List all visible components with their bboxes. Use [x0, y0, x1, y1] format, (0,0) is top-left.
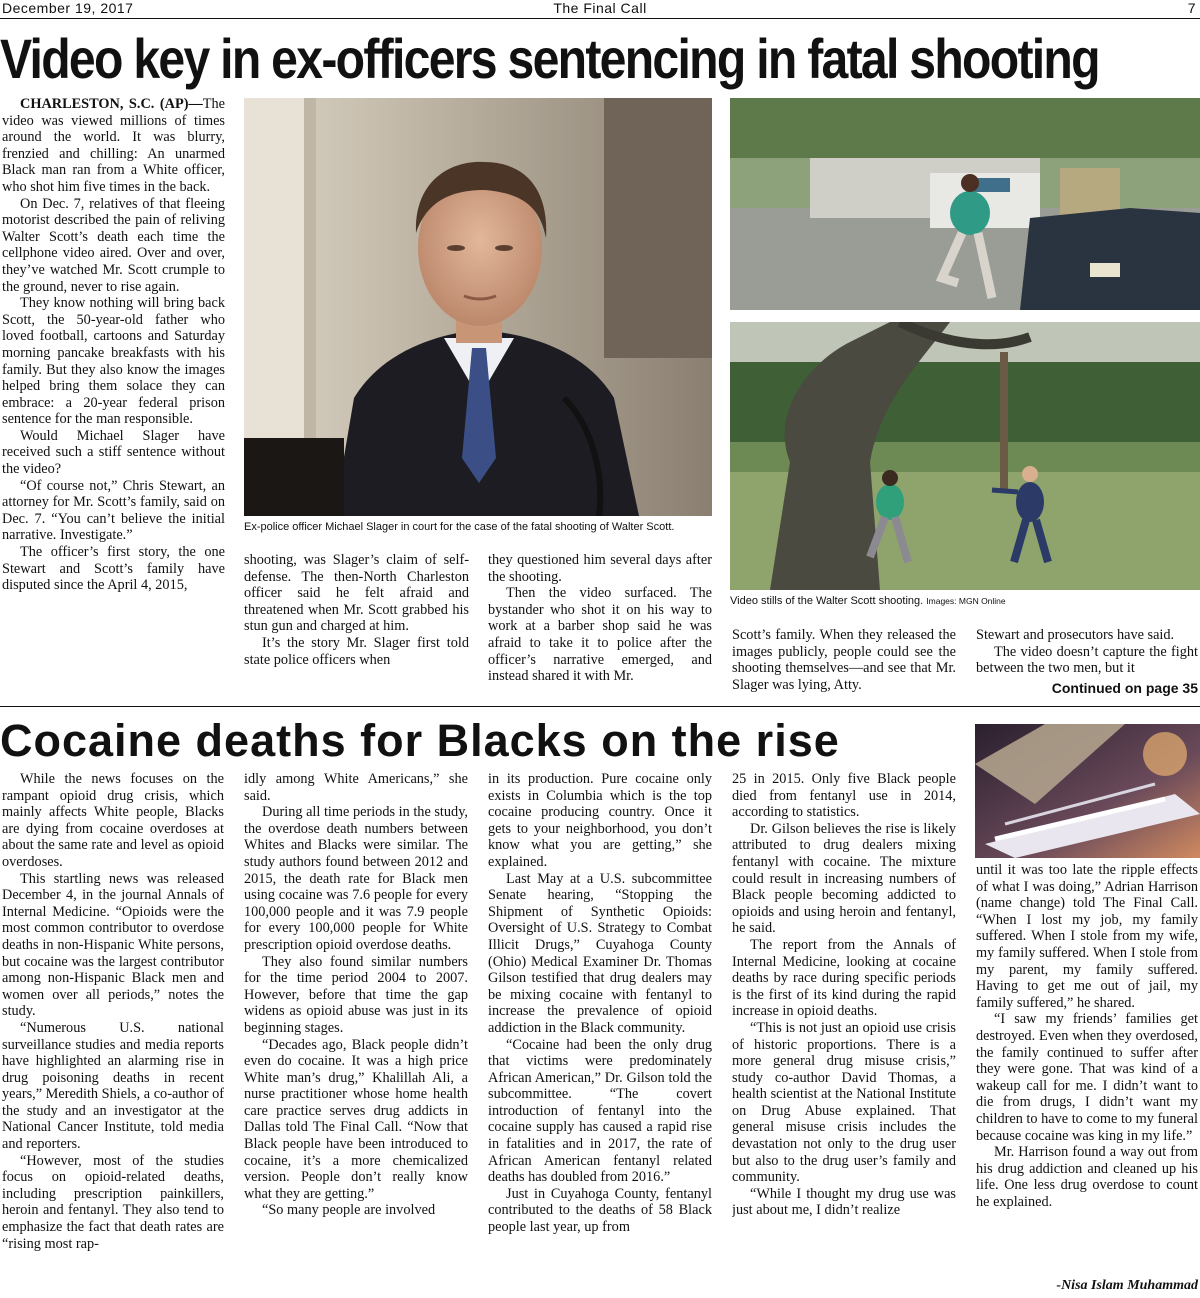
story2-paragraph: “Cocaine had been the only drug that victims were predominately African American,” Dr. Gilson told the subcommittee. “The covert introduction of fentanyl into the cocaine supply has caused a rapid rise in fatalities and in 2017, the rate of African American fentanyl related deaths has doubled from 2016.”	[488, 1036, 712, 1186]
story2-paragraph: in its production. Pure cocaine only exists in Columbia which is the top cocaine producing country. Once it gets to your neighborhood, you don’t know what you are getting,” she explained.	[488, 771, 712, 870]
story2-paragraph: “This is not just an opioid use crisis of historic proportions. There is a more general drug misuse crisis,” study co-author David Thomas, a health scientist at the National Institute on Drug Abuse explained. That general misuse crisis includes the devastation not only to the drug user but also to the drug user’s family and community.	[732, 1019, 956, 1186]
story2-column-3	[488, 771, 712, 1298]
story2-paragraph: “I saw my friends’ families get destroyed. Even when they overdosed, the family continued to suffer after they were gone. That was kind of a wakeup call for me. I didn’t want to die from drugs, I didn’t want my children to have to come to my funeral because cocaine was king in my life.”	[976, 1011, 1198, 1144]
masthead-date: December 19, 2017	[2, 0, 134, 16]
photo-slager-court-image	[244, 98, 712, 516]
story1-column-2	[244, 552, 469, 696]
story1-column-5	[976, 627, 1198, 675]
photo-video-still-1	[730, 98, 1200, 310]
story2-column-4	[732, 771, 956, 1298]
story2-byline: -Nisa Islam Muhammad	[1056, 1278, 1198, 1293]
story1-paragraph: shooting, was Slager’s claim of self-defense. The then-North Charleston officer said he felt afraid and threatened when Mr. Scott grabbed his stun gun and charged at him.	[244, 552, 469, 635]
story1-column-3	[488, 552, 712, 696]
story1-paragraph: CHARLESTON, S.C. (AP)—The video was viewed millions of times around the world. It was blurry, frenzied and chilling: An unarmed Black man ran from a White officer, who shot him five times in the back.	[2, 96, 225, 195]
story2-paragraph: They also found similar numbers for the time period 2004 to 2007. However, before that time the gap widens as opioid abuse was just in its beginning stages.	[244, 953, 468, 1036]
story2-paragraph: Dr. Gilson believes the rise is likely attributed to drug dealers mixing fentanyl with cocaine. The mixture could result in increasing numbers of Black people becoming addicted to opioids and using heroin and fentanyl, he said.	[732, 820, 956, 937]
story2-paragraph: During all time periods in the study, the overdose death numbers between Whites and Blacks were similar. The study authors found between 2012 and 2015, the death rate for Black men using cocaine was 7.6 people for every 100,000 people and it was 7.9 people for every 100,000 people for White prescription opioid overdose deaths.	[244, 804, 468, 953]
caption-main-photo: Ex-police officer Michael Slager in court for the case of the fatal shooting of Walter Scott.	[244, 521, 675, 533]
story1-paragraph: Scott’s family. When they released the images publicly, people could see the shooting themselves—and see that Mr. Slager was lying, Atty.	[732, 627, 956, 693]
story2-column-1	[2, 771, 224, 1298]
story2-paragraph: Last May at a U.S. subcommittee Senate hearing, “Stopping the Shipment of Synthetic Opioids: Oversight of U.S. Strategy to Combat Illicit Drugs,” Cuyahoga County (Ohio) Medical Examiner Dr. Thomas Gilson testified that drug dealers may be mixing cocaine with fentanyl to increase the prevalence of opioid addiction in the Black community.	[488, 870, 712, 1036]
story-divider	[0, 706, 1200, 707]
caption-video-stills: Video stills of the Walter Scott shooting. Images: MGN Online	[730, 595, 1006, 607]
masthead-rule	[0, 18, 1200, 19]
story2-paragraph: idly among White Americans,” she said.	[244, 771, 468, 804]
story1-paragraph: It’s the story Mr. Slager first told state police officers when	[244, 634, 469, 668]
continued-link[interactable]: Continued on page 35	[1051, 680, 1198, 696]
story2-column-5	[976, 862, 1198, 1276]
story1-paragraph: The officer’s first story, the one Stewart and Scott’s family have disputed since the April 4, 2015,	[2, 544, 225, 594]
photo-video-still-2-image	[730, 322, 1200, 590]
story2-paragraph: 25 in 2015. Only five Black people died from fentanyl use in 2014, according to statistics.	[732, 771, 956, 821]
story1-paragraph: On Dec. 7, relatives of that fleeing motorist described the pain of reliving Walter Scott’s death each time the cellphone video aired. Over and over, they’ve watched Mr. Scott crumple to the ground, never to rise again.	[2, 195, 225, 295]
story2-paragraph: “While I thought my drug use was just about me, I didn’t realize	[732, 1185, 956, 1219]
masthead-page: 7	[1187, 0, 1196, 16]
story2-column-2	[244, 771, 468, 1298]
photo-cocaine-money-image	[975, 724, 1200, 858]
story1-paragraph: Then the video surfaced. The bystander who shot it on his way to work at a barber shop said he was afraid to take it to police after the officer’s narrative emerged, and instead shared it with Mr.	[488, 585, 712, 685]
story2-paragraph: until it was too late the ripple effects of what I was doing,” Adrian Harrison (name change) told The Final Call. “When I lost my job, my family suffered. When I stole from my wife, my family suffered. When I stole from my parent, my family suffered. Having to get me out of jail, my family suffered,” he shared.	[976, 862, 1198, 1011]
story2-paragraph: While the news focuses on the rampant opioid drug crisis, which mainly affects White people, Blacks are dying from cocaine overdoses at about the same rate and level as opioid overdoses.	[2, 771, 224, 870]
story2-paragraph: The report from the Annals of Internal Medicine, looking at cocaine deaths by race during specific periods is the first of its kind during the rapid increase in opioid deaths.	[732, 936, 956, 1020]
story1-dateline: CHARLESTON, S.C. (AP)—	[20, 96, 203, 112]
story2-headline: Cocaine deaths for Blacks on the rise	[0, 715, 840, 766]
story1-paragraph: they questioned him several days after the shooting.	[488, 552, 712, 585]
story1-headline: Video key in ex-officers sentencing in fatal shooting	[0, 27, 1099, 90]
story1-paragraph: “Of course not,” Chris Stewart, an attorney for Mr. Scott’s family, said on Dec. 7. “You can’t believe the initial narrative. Investigate.”	[2, 477, 225, 544]
story2-paragraph: Mr. Harrison found a way out from his drug addiction and cleaned up his life. One less drug overdose to count he explained.	[976, 1144, 1198, 1210]
story1-column-4	[732, 627, 956, 697]
story2-paragraph: “Numerous U.S. national surveillance studies and media reports have highlighted an alarming rise in drug poisoning deaths in recent years,” Meredith Shiels, a co-author of the study and an investigator at the National Cancer Institute, told media and reporters.	[2, 1019, 224, 1153]
story1-column-1	[2, 96, 225, 696]
story1-paragraph: They know nothing will bring back Scott, the 50-year-old father who loved football, cartoons and Saturday morning pancake breakfasts with his family. But they also know the images helped bring them solace they can embrace: a 20-year federal prison sentence for the man responsible.	[2, 295, 225, 428]
story2-paragraph: “However, most of the studies focus on opioid-related deaths, including prescription painkillers, heroin and fentanyl. They also tend to emphasize the fact that death rates are “rising most rap-	[2, 1152, 224, 1252]
story2-paragraph: This startling news was released December 4, in the journal Annals of Internal Medicine. “Opioids were the most common contributor to overdose deaths in non-Hispanic White persons, but cocaine was the largest contributor among non-Hispanic Black men and women over all periods,” notes the study.	[2, 870, 224, 1020]
story2-paragraph: Just in Cuyahoga County, fentanyl contributed to the deaths of 58 Black people last year, up from	[488, 1185, 712, 1236]
story2-paragraph: “So many people are involved	[262, 1202, 436, 1219]
photo-slager-court	[244, 98, 712, 516]
story1-paragraph: Stewart and prosecutors have said.	[976, 627, 1175, 643]
story1-paragraph: The video doesn’t capture the fight between the two men, but it	[976, 643, 1198, 675]
story2-paragraph: “Decades ago, Black people didn’t even do cocaine. It was a high price White man’s drug,” Khalillah Ali, a nurse practitioner whose home health care practice serves drug addicts in Dallas told The Final Call. “Now that Black people have been introduced to cocaine, it’s a more chemicalized version. People don’t really know what they are getting.”	[244, 1036, 468, 1202]
photo-credit: Images: MGN Online	[926, 596, 1006, 606]
photo-cocaine-money	[975, 724, 1200, 858]
masthead-paper: The Final Call	[553, 0, 647, 16]
story1-paragraph: Would Michael Slager have received such a stiff sentence without the video?	[2, 427, 225, 478]
photo-video-still-1-image	[730, 98, 1200, 310]
photo-video-still-2	[730, 322, 1200, 590]
